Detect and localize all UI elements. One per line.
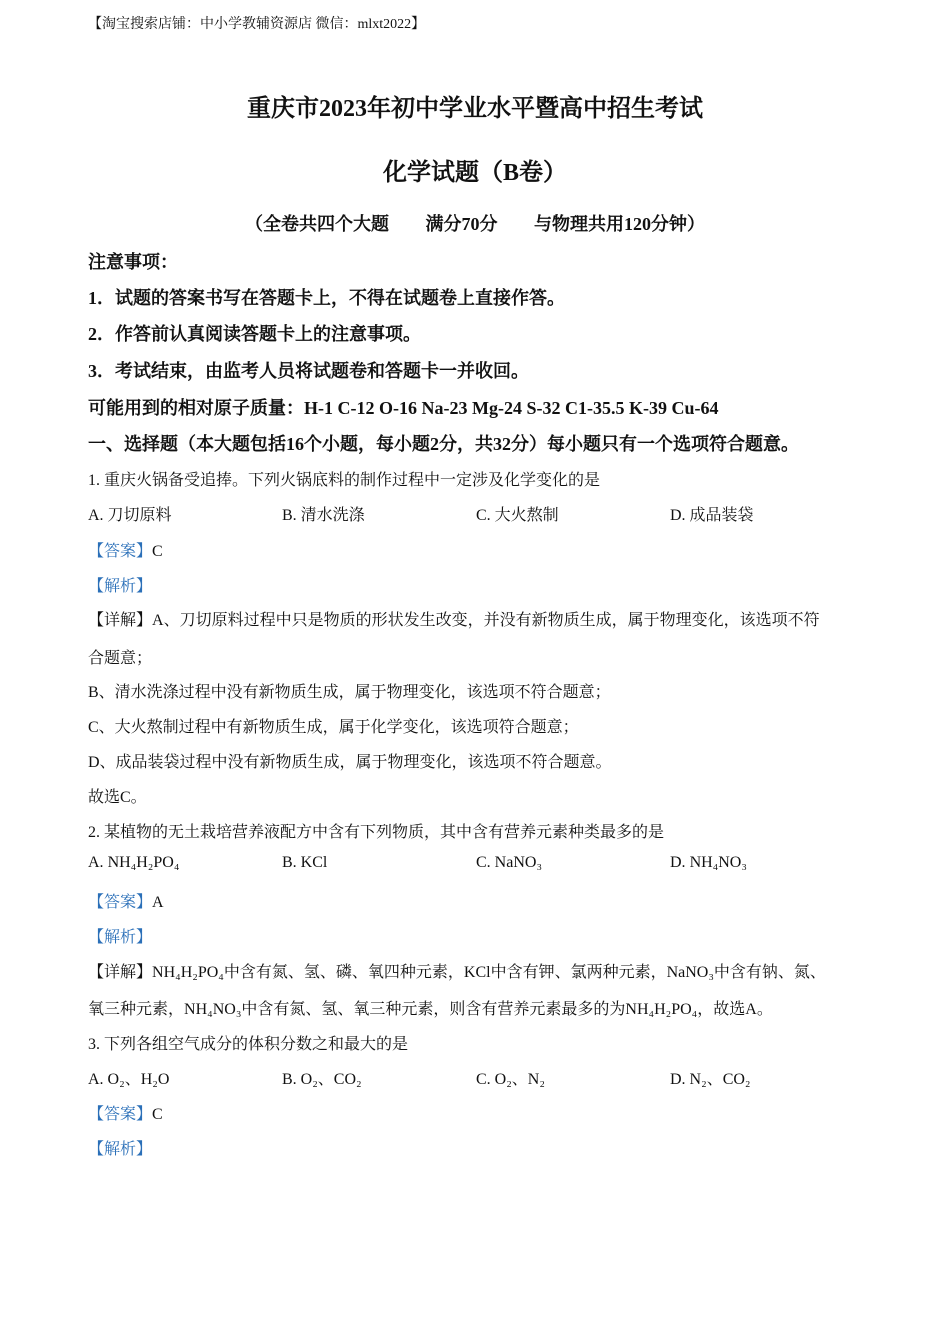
atomic-masses: 可能用到的相对原子质量：H-1 C-12 O-16 Na-23 Mg-24 S-32 C1-35.5 K-39 Cu-64 (88, 398, 719, 418)
q2-detail-text2: 中含有钾、氯两种元素， (490, 964, 667, 981)
q2-detail-text5: 中含有氮、氢、氧三种元素，则含有营养元素最多的为 (241, 1001, 626, 1018)
formula-nh4no3: NH₄NO₃ (184, 1001, 242, 1018)
note-item-1: 1．试题的答案书写在答题卡上，不得在试题卷上直接作答。 (88, 288, 565, 308)
exam-info-part2: 满分70分 (425, 214, 498, 234)
q3-stem: 3. 下列各组空气成分的体积分数之和最大的是 (88, 1036, 409, 1053)
q2-detail-text1: 中含有氮、氢、磷、氧四种元素， (223, 964, 464, 981)
detail-label: 【详解】 (88, 964, 153, 981)
q2-answer (88, 889, 164, 912)
q2-stem: 2. 某植物的无土栽培营养液配方中含有下列物质，其中含有营养元素种类最多的是 (88, 824, 665, 841)
q3-analysis-label: 【解析】 (88, 1141, 153, 1158)
q1-detail-d: D、成品装袋过程中没有新物质生成，属于物理变化，该选项不符合题意。 (88, 754, 612, 771)
exam-info (0, 210, 950, 236)
q1-option-b: B. 清水洗涤 (282, 507, 365, 524)
q1-detail-b: B、清水洗涤过程中没有新物质生成，属于物理变化，该选项不符合题意； (88, 684, 611, 701)
q2-option-d-formula: NH₄NO₃ (689, 854, 747, 871)
q1-detail-line2: 合题意； (88, 650, 153, 667)
exam-info-part3: 与物理共用120分钟） (534, 214, 705, 234)
q1-detail-c: C、大火熬制过程中有新物质生成，属于化学变化，该选项符合题意； (88, 719, 579, 736)
q1-detail-line1 (88, 607, 820, 630)
q2-option-d-prefix: D. (670, 854, 690, 871)
q2-answer-value: A (152, 894, 164, 911)
q2-option-a-formula: NH₄H₂PO₄ (107, 854, 180, 871)
q1-conclusion: 故选C。 (88, 789, 147, 806)
q2-analysis-label: 【解析】 (88, 929, 153, 946)
answer-label: 【答案】 (88, 1106, 153, 1123)
formula-kcl: KCl (463, 964, 491, 981)
formula-nh4h2po4: NH₄H₂PO₄ (152, 964, 224, 981)
q1-option-c: C. 大火熬制 (476, 507, 559, 524)
q1-detail-a: A、刀切原料过程中只是物质的形状发生改变，并没有新物质生成，属于物理变化，该选项不符 (152, 612, 820, 629)
q2-detail-text3: 中含有钠、氮、 (713, 964, 826, 981)
q1-answer-value: C (152, 543, 163, 560)
exam-title: 重庆市2023年初中学业水平暨高中招生考试 (247, 96, 703, 122)
note-item-3: 3．考试结束，由监考人员将试题卷和答题卡一并收回。 (88, 361, 529, 381)
q2-option-a (88, 854, 179, 872)
formula-nh4h2po4: NH₄H₂PO₄ (625, 1001, 698, 1018)
q2-detail-line1 (88, 959, 826, 982)
q1-stem: 1. 重庆火锅备受追捧。下列火锅底料的制作过程中一定涉及化学变化的是 (88, 472, 601, 489)
q1-answer (88, 538, 163, 561)
q3-option-b: B. O₂、CO₂ (282, 1071, 362, 1088)
q2-option-a-prefix: A. (88, 854, 108, 871)
q2-detail-text4: 氧三种元素， (88, 1001, 185, 1018)
q1-analysis-label: 【解析】 (88, 578, 153, 595)
exam-info-part1: （全卷共四个大题 (245, 214, 389, 234)
q2-option-d (670, 854, 747, 872)
q3-answer (88, 1101, 163, 1124)
exam-subtitle: 化学试题（B卷） (382, 160, 567, 186)
q2-option-b: B. KCl (282, 854, 328, 871)
q2-option-c-prefix: C. (476, 854, 495, 871)
q3-answer-value: C (152, 1106, 163, 1123)
q2-option-c (476, 854, 542, 872)
notes-heading: 注意事项： (88, 252, 178, 272)
q2-option-c-formula: NaNO₃ (494, 854, 543, 871)
q3-option-c: C. O₂、N₂ (476, 1071, 545, 1088)
formula-nano3: NaNO₃ (666, 964, 714, 981)
detail-label: 【详解】 (88, 612, 153, 629)
note-item-2: 2．作答前认真阅读答题卡上的注意事项。 (88, 324, 421, 344)
q1-option-d: D. 成品装袋 (670, 507, 754, 524)
shop-watermark-note: 【淘宝搜索店铺：中小学教辅资源店 微信：mlxt2022】 (88, 17, 426, 32)
q2-detail-text6: ，故选A。 (697, 1001, 773, 1018)
q3-option-a: A. O₂、H₂O (88, 1071, 170, 1088)
q2-detail-line2 (88, 996, 773, 1019)
answer-label: 【答案】 (88, 543, 153, 560)
answer-label: 【答案】 (88, 894, 153, 911)
q3-option-d: D. N₂、CO₂ (670, 1071, 751, 1088)
q1-option-a: A. 刀切原料 (88, 507, 172, 524)
section-heading: 一、选择题（本大题包括16个小题，每小题2分，共32分）每小题只有一个选项符合题意。 (88, 434, 799, 454)
